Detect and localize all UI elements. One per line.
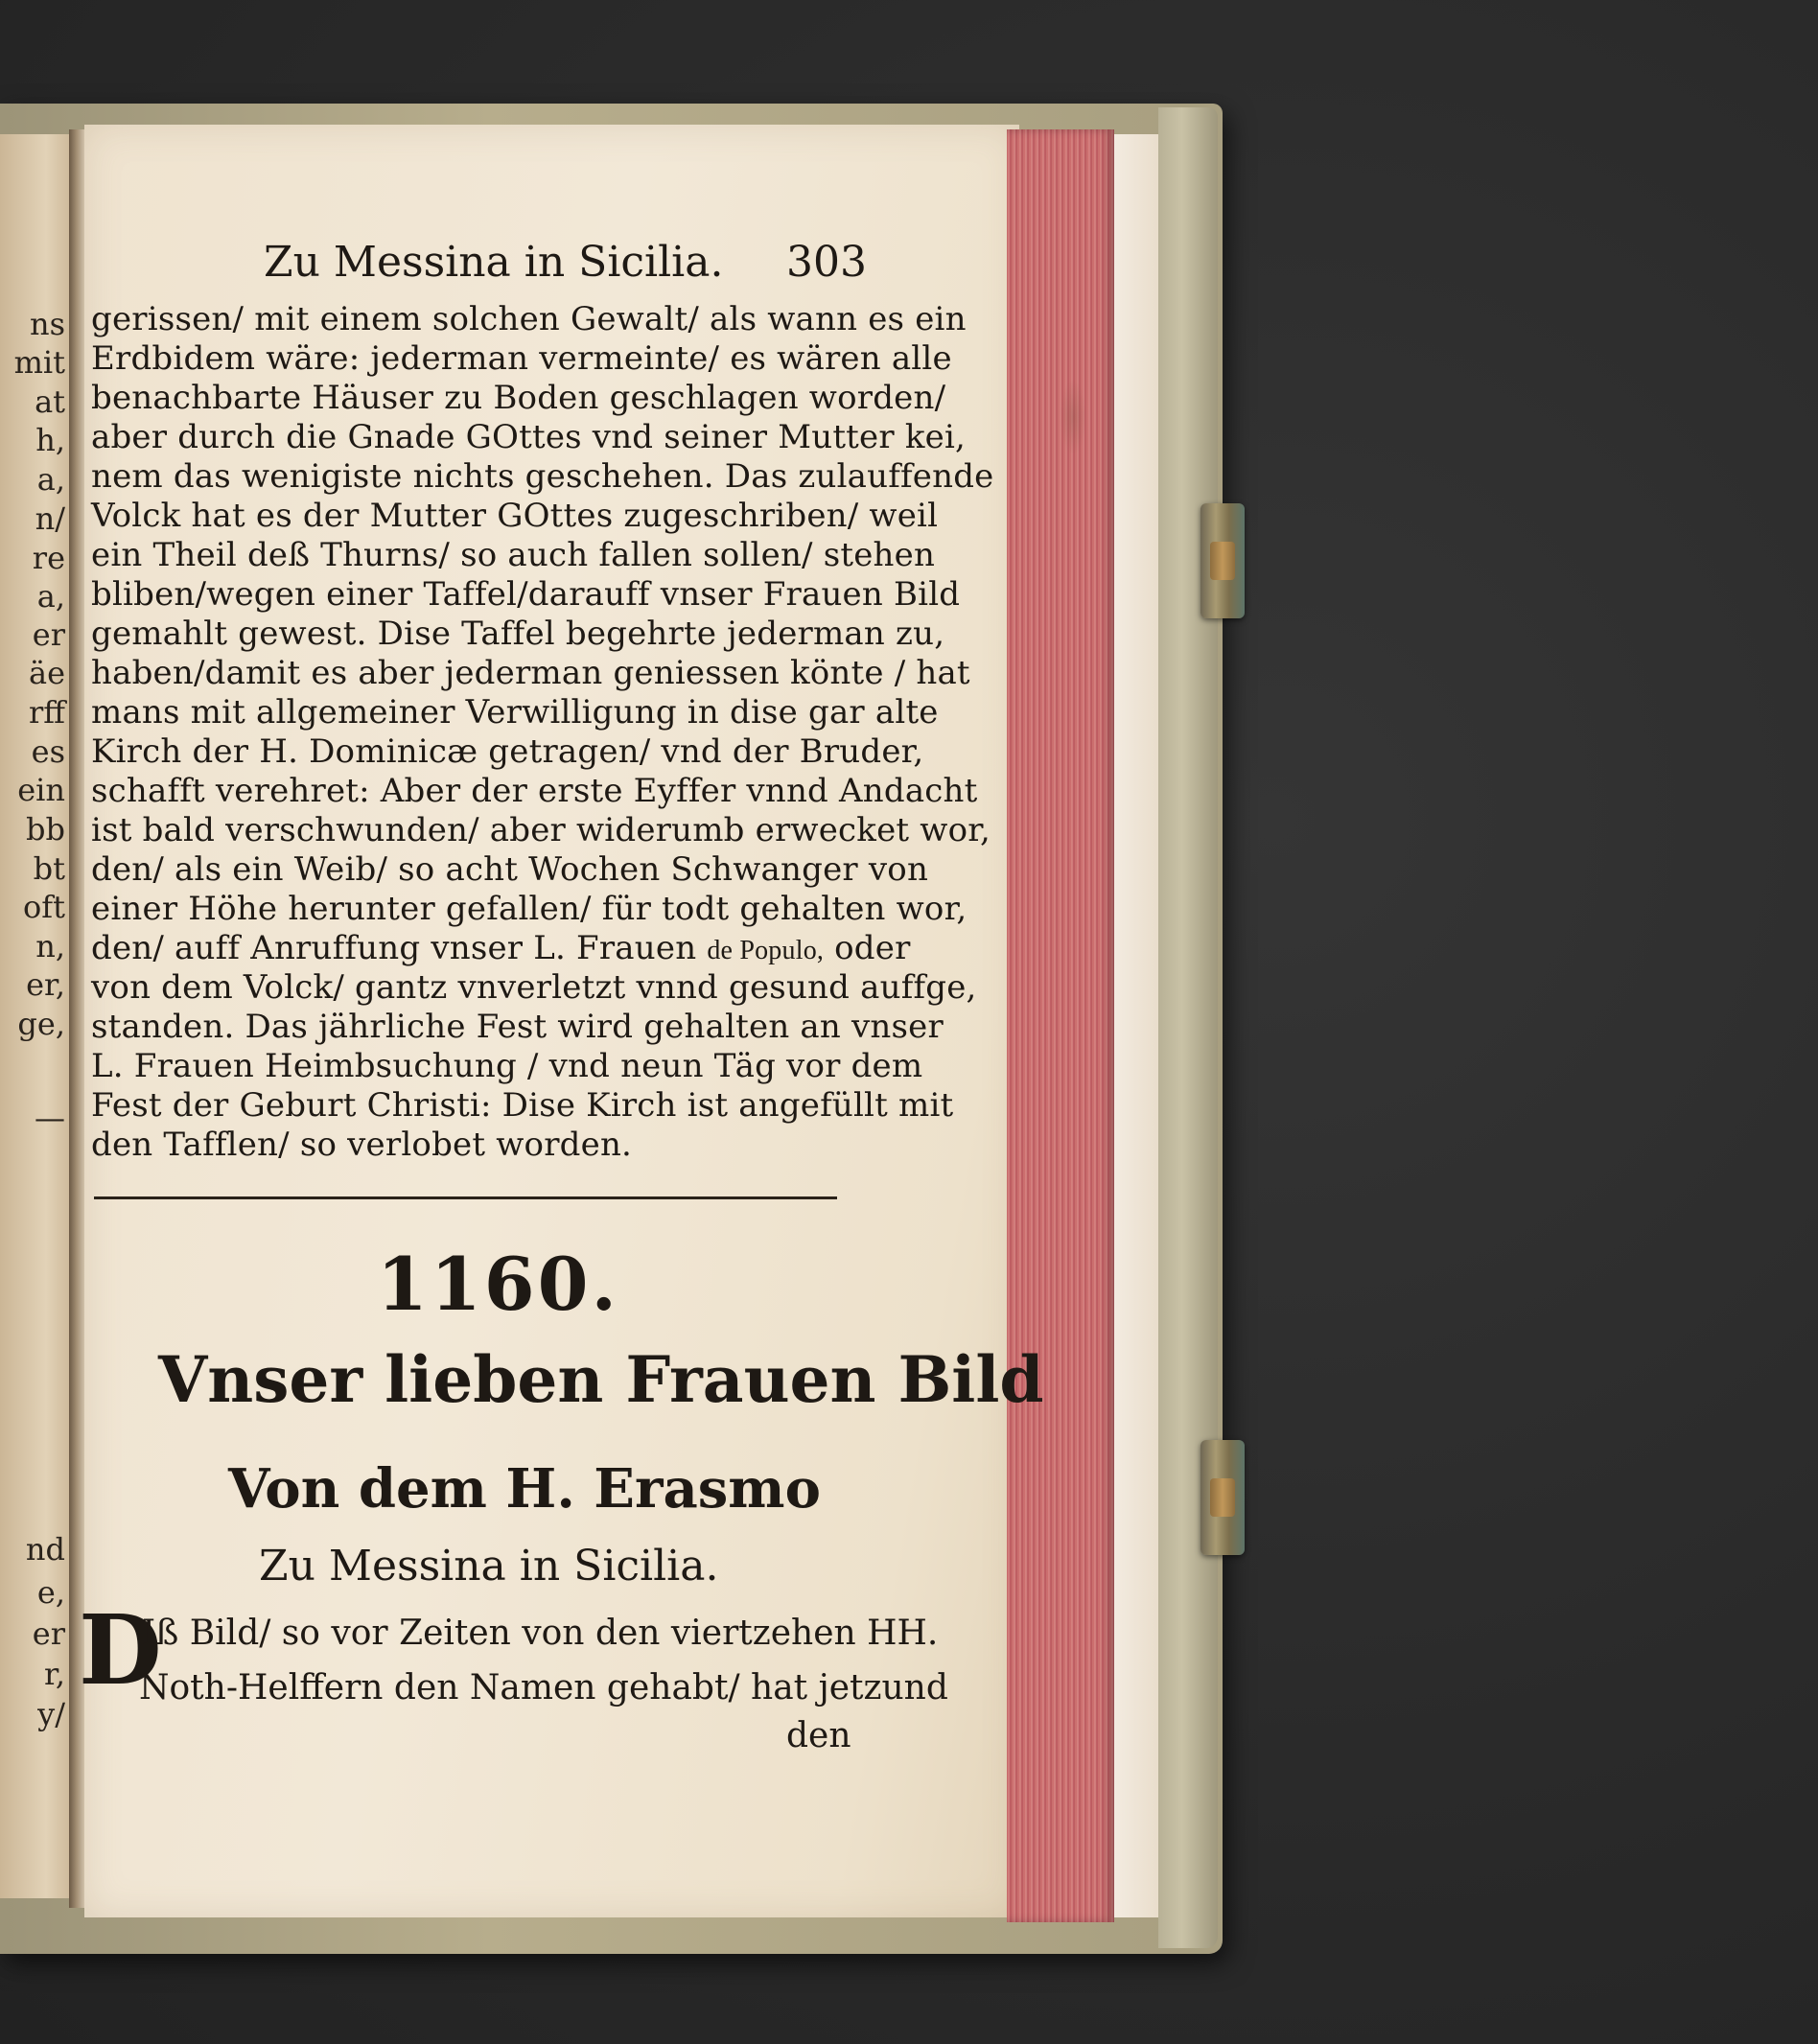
left-fragment: er <box>32 1615 65 1652</box>
text-line: Fest der Geburt Christi: Dise Kirch ist angefüllt mit <box>91 1086 954 1125</box>
left-fragment: er, <box>26 966 65 1003</box>
entry-location: Zu Messina in Sicilia. <box>259 1542 719 1591</box>
left-fragment: — <box>35 1100 65 1136</box>
text-segment: oder <box>834 929 911 967</box>
text-line: ist bald verschwunden/ aber widerumb erwecket wor, <box>91 811 991 849</box>
page-stain <box>1060 379 1086 455</box>
text-line: den Tafflen/ so verlobet worden. <box>91 1126 633 1164</box>
left-fragment: y/ <box>37 1696 65 1732</box>
entry-title: Vnser lieben Frauen Bild <box>158 1342 1044 1417</box>
left-fragment: oft <box>23 889 65 925</box>
text-line: nem das wenigiste nichts geschehen. Das zulauffende <box>91 457 994 496</box>
left-fragment: ein <box>17 772 65 808</box>
left-fragment: ge, <box>17 1006 65 1042</box>
text-line: aber durch die Gnade GOttes vnd seiner Mutter kei, <box>91 418 967 456</box>
text-line: Volck hat es der Mutter GOttes zugeschriben/ weil <box>91 497 939 535</box>
left-fragment: a, <box>36 578 65 615</box>
running-head: Zu Messina in Sicilia. <box>264 238 724 287</box>
left-fragment: a, <box>36 461 65 498</box>
left-fragment: h, <box>35 422 65 458</box>
text-line: bliben/wegen einer Taffel/darauff vnser Frauen Bild <box>91 575 961 614</box>
left-fragment: bt <box>33 850 65 887</box>
catchword: den <box>786 1716 851 1755</box>
text-line: einer Höhe herunter gefallen/ für todt gehalten wor, <box>91 890 967 928</box>
text-line: benachbarte Häuser zu Boden geschlagen worden/ <box>91 379 946 417</box>
text-line: standen. Das jährliche Fest wird gehalten an vnser <box>91 1008 944 1046</box>
left-fragment: es <box>31 733 65 770</box>
text-segment: den/ auff Anruffung vnser L. Frauen <box>91 929 697 967</box>
text-line: L. Frauen Heimbsuchung / vnd neun Täg vor dem <box>91 1047 923 1085</box>
clasp-upper <box>1200 503 1245 618</box>
drop-cap: D <box>79 1593 162 1707</box>
text-line: gemahlt gewest. Dise Taffel begehrte jederman zu, <box>91 615 945 653</box>
text-line <box>91 929 911 967</box>
text-line: ein Theil deß Thurns/ so auch fallen sollen/ stehen <box>91 536 936 574</box>
text-line: den/ als ein Weib/ so acht Wochen Schwanger von <box>91 850 929 889</box>
section-rule <box>94 1196 837 1199</box>
left-fragment: e, <box>36 1574 65 1611</box>
left-fragment: rff <box>28 694 65 731</box>
left-fragment: at <box>35 383 65 420</box>
board-edge <box>1158 107 1218 1948</box>
text-line: Kirch der H. Dominicæ getragen/ vnd der Bruder, <box>91 732 924 771</box>
left-fragment: re <box>32 540 65 576</box>
left-fragment: äe <box>28 655 65 691</box>
page-number: 303 <box>786 238 867 287</box>
text-line: schafft verehret: Aber der erste Eyffer vnnd Andacht <box>91 772 978 810</box>
entry-subtitle: Von dem H. Erasmo <box>228 1457 821 1521</box>
text-line: gerissen/ mit einem solchen Gewalt/ als wann es ein <box>91 300 967 338</box>
left-fragment: bb <box>26 811 65 848</box>
left-fragment: n/ <box>35 500 65 537</box>
left-fragment: n, <box>35 928 65 964</box>
text-line: mans mit allgemeiner Verwilligung in dise gar alte <box>91 693 939 732</box>
text-line: haben/damit es aber jederman geniessen könte / hat <box>91 654 970 692</box>
latin-phrase: de Populo, <box>707 936 825 965</box>
clasp-lower <box>1200 1440 1245 1555</box>
left-fragment: r, <box>44 1656 65 1692</box>
text-line: von dem Volck/ gantz vnverletzt vnnd gesund auffge, <box>91 968 977 1007</box>
left-fragment: mit <box>13 344 65 381</box>
left-fragment: er <box>32 616 65 653</box>
text-line: Erdbidem wäre: jederman vermeinte/ es wären alle <box>91 339 952 378</box>
left-fragment: nd <box>25 1531 65 1568</box>
text-line: Noth-Helffern den Namen gehabt/ hat jetzund <box>139 1668 948 1707</box>
endleaf <box>1114 134 1160 1917</box>
text-line: Iß Bild/ so vor Zeiten von den viertzehen HH. <box>142 1614 939 1653</box>
entry-number: 1160. <box>377 1242 619 1327</box>
left-fragment: ns <box>29 306 65 342</box>
